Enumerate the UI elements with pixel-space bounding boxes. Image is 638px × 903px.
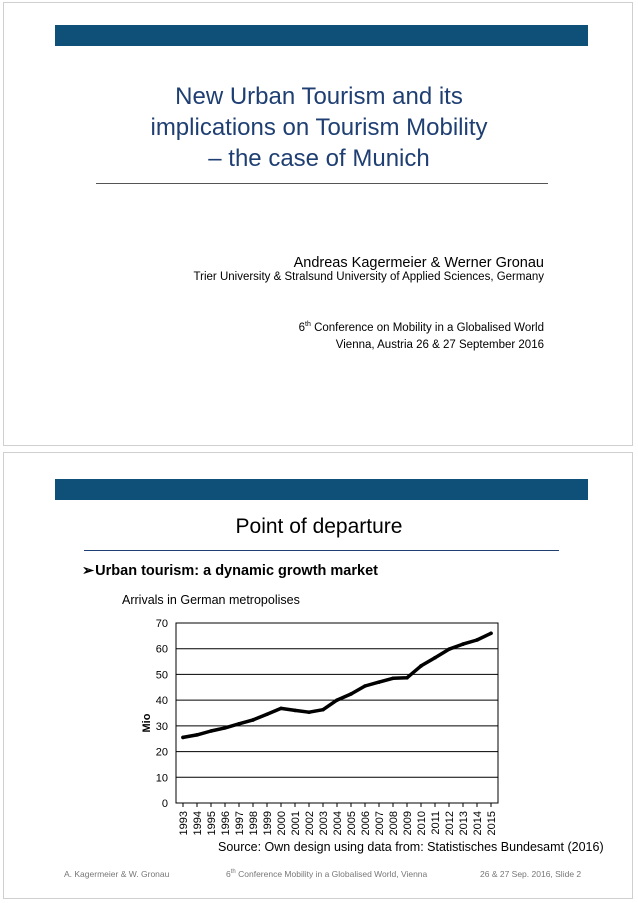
data-point — [223, 726, 227, 730]
bullet-point — [82, 563, 378, 579]
title-line: implications on Tourism Mobility — [150, 114, 488, 141]
chart-slide — [3, 452, 633, 899]
footer-conference-text: Conference Mobility in a Globalised World, Vienna — [235, 869, 428, 879]
title-divider — [96, 183, 548, 184]
bullet-text: Urban tourism: a dynamic growth market — [95, 563, 378, 579]
data-point — [335, 698, 339, 702]
x-tick-label: 1997 — [234, 811, 246, 836]
data-point — [461, 642, 465, 646]
footer-ordinal-suffix: th — [230, 869, 236, 876]
x-tick-label: 2013 — [458, 811, 470, 836]
x-tick-label: 2001 — [290, 811, 302, 836]
data-point — [181, 736, 185, 740]
x-tick-label: 2007 — [374, 811, 386, 836]
x-tick-label: 1998 — [248, 811, 260, 836]
title-line: – the case of Munich — [208, 145, 430, 172]
data-point — [363, 684, 367, 688]
footer-conference — [226, 869, 427, 879]
conference-name — [299, 321, 544, 334]
y-tick-label: 0 — [161, 798, 168, 810]
data-point — [265, 712, 269, 716]
slide-title: Point of departure — [235, 515, 403, 538]
x-tick-label: 1999 — [262, 811, 274, 836]
data-point — [377, 680, 381, 684]
header-bar — [55, 479, 588, 500]
data-point — [293, 709, 297, 713]
title-divider — [84, 550, 559, 551]
data-point — [489, 631, 493, 635]
y-tick-label: 20 — [155, 746, 168, 759]
data-point — [321, 708, 325, 712]
data-point — [307, 710, 311, 714]
x-tick-label: 2004 — [332, 811, 344, 836]
data-point — [419, 664, 423, 668]
footer-authors: A. Kagermeier & W. Gronau — [64, 869, 170, 879]
conference-name-text: Conference on Mobility in a Globalised World — [310, 321, 544, 334]
title-line: New Urban Tourism and its — [175, 83, 463, 110]
data-point — [447, 647, 451, 651]
conference-ordinal-suffix: th — [305, 321, 311, 328]
x-tick-label: 2002 — [304, 811, 316, 836]
y-tick-label: 70 — [155, 618, 168, 630]
x-tick-label: 2014 — [472, 811, 484, 836]
x-tick-label: 2011 — [430, 811, 442, 835]
source-note: Source: Own design using data from: Statistisches Bundesamt (2016) — [218, 840, 604, 854]
data-point — [251, 718, 255, 722]
x-tick-label: 2005 — [346, 811, 358, 836]
data-point — [209, 729, 213, 733]
footer-ordinal: 6 — [226, 869, 231, 879]
title-slide — [3, 2, 633, 446]
x-tick-label: 2003 — [318, 811, 330, 836]
y-tick-label: 60 — [155, 643, 168, 656]
presentation-title — [74, 81, 564, 174]
y-tick-label: 50 — [155, 669, 168, 682]
conference-ordinal: 6 — [298, 321, 306, 334]
line-chart — [104, 603, 514, 843]
x-tick-label: 2012 — [444, 811, 456, 836]
data-point — [433, 656, 437, 660]
x-tick-label: 2015 — [486, 811, 498, 836]
data-point — [237, 722, 241, 726]
x-tick-label: 2000 — [276, 811, 288, 836]
x-tick-label: 2010 — [416, 811, 428, 836]
x-tick-label: 2006 — [360, 811, 372, 836]
x-tick-label: 1995 — [206, 811, 218, 836]
x-tick-label: 2008 — [388, 811, 400, 836]
chart-caption: Arrivals in German metropolises — [122, 593, 300, 607]
data-point — [391, 676, 395, 680]
data-point — [195, 733, 199, 737]
data-point — [279, 707, 283, 711]
conference-place-date: Vienna, Austria 26 & 27 September 2016 — [335, 339, 544, 351]
y-axis-label: Mio — [141, 713, 153, 733]
header-bar — [55, 25, 588, 46]
data-point — [349, 692, 353, 696]
affiliation: Trier University & Stralsund University of Applied Sciences, Germany — [193, 271, 544, 283]
authors: Andreas Kagermeier & Werner Gronau — [293, 255, 544, 271]
x-tick-label: 1996 — [220, 811, 232, 836]
data-point — [405, 676, 409, 680]
y-tick-label: 10 — [155, 772, 168, 785]
y-tick-label: 30 — [155, 720, 168, 733]
bullet-arrow-icon: ➢ — [82, 563, 95, 579]
footer-slide-info: 26 & 27 Sep. 2016, Slide 2 — [480, 869, 582, 879]
x-tick-label: 1993 — [178, 811, 190, 836]
y-tick-label: 40 — [155, 695, 168, 708]
x-tick-label: 1994 — [192, 811, 204, 836]
data-point — [475, 638, 479, 642]
x-tick-label: 2009 — [402, 811, 414, 836]
